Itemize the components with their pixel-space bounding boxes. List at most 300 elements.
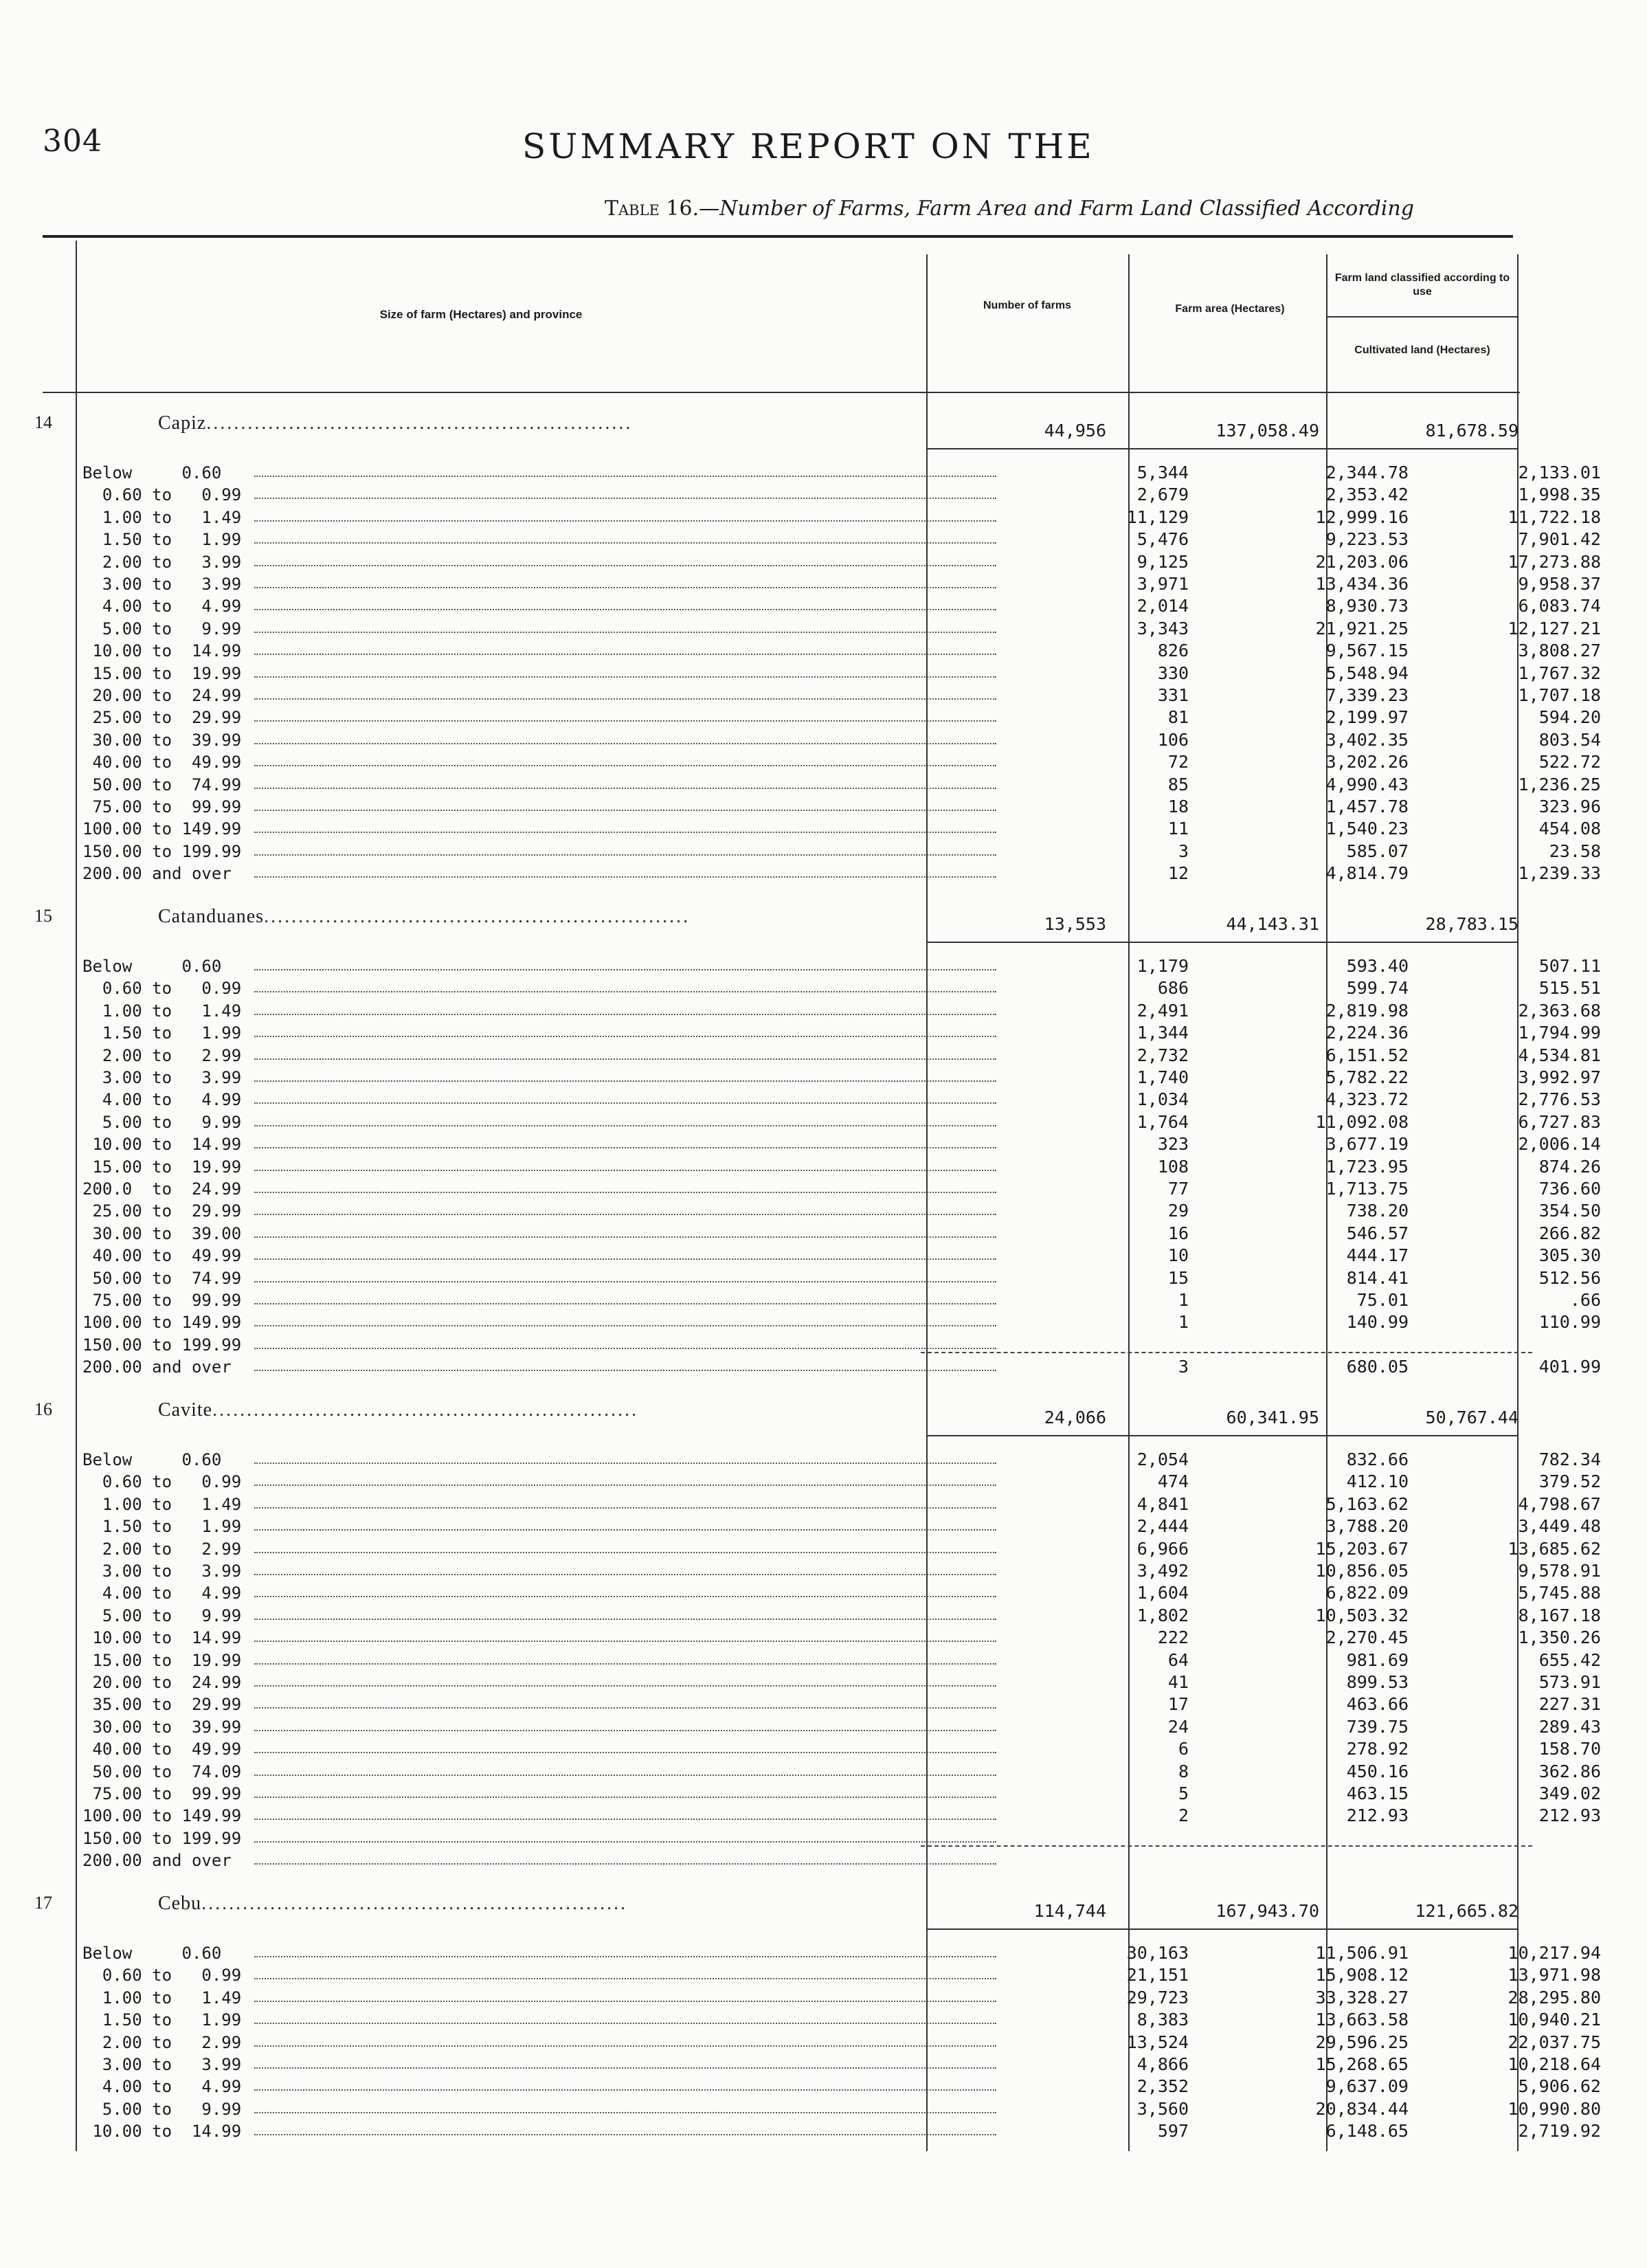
number-of-farms: 2 [1178, 1805, 1189, 1826]
number-of-farms: 3 [1178, 1357, 1189, 1377]
cultivated-land: 23.58 [1549, 841, 1601, 861]
cultivated-land: 5,906.62 [1518, 2076, 1601, 2097]
table-row [82, 1849, 1525, 1871]
table-row [82, 1560, 1601, 1582]
size-class-label: Below 0.60 [82, 1944, 222, 1963]
farm-area: 278.92 [1346, 1739, 1409, 1759]
cultivated-land: 1,236.25 [1518, 774, 1601, 794]
leader-dots [254, 476, 996, 477]
size-class-label: 100.00 to 149.99 [82, 819, 242, 839]
farm-area: 13,663.58 [1315, 2010, 1409, 2030]
province-number: 15 [34, 906, 52, 926]
size-class-label: 5.00 to 9.99 [82, 619, 242, 638]
size-class-label: 40.00 to 49.99 [82, 753, 242, 772]
cultivated-land: 9,958.37 [1518, 574, 1601, 594]
cultivated-land: 7,901.42 [1518, 529, 1601, 550]
cultivated-land: 379.52 [1538, 1471, 1601, 1492]
table-caption: —Number of Farms, Farm Area and Farm Land Classified According [699, 197, 1414, 221]
province-name-text: Capiz [158, 412, 207, 434]
table-row [82, 484, 1601, 506]
leader-dots [254, 698, 996, 700]
cultivated-land: .66 [1569, 1290, 1601, 1310]
number-of-farms: 30,163 [1126, 1943, 1189, 1963]
cultivated-land: 11,722.18 [1508, 507, 1601, 527]
leader-dots [254, 1956, 996, 1957]
number-of-farms: 1,740 [1136, 1067, 1189, 1087]
leader-dots [254, 1775, 996, 1776]
header-area: Farm area (Hectares) [1175, 303, 1285, 315]
size-class-label: Below 0.60 [82, 1450, 222, 1469]
size-class-label: 15.00 to 19.99 [82, 1157, 242, 1177]
table-row [82, 1245, 1601, 1267]
cultivated-land: 1,350.26 [1518, 1627, 1601, 1648]
cultivated-land: 10,218.64 [1508, 2054, 1601, 2074]
number-of-farms: 222 [1157, 1627, 1189, 1648]
leader-dots [254, 1730, 996, 1731]
number-of-farms: 12 [1167, 863, 1189, 884]
table-row [82, 1022, 1601, 1044]
farm-area: 212.93 [1346, 1805, 1409, 1826]
table-row [82, 573, 1601, 595]
table-row [82, 551, 1601, 573]
cultivated-land: 8,167.18 [1518, 1605, 1601, 1625]
leader-dots [254, 1863, 996, 1865]
total-area: 60,341.95 [1226, 1408, 1319, 1427]
total-area: 137,058.49 [1215, 421, 1319, 441]
farm-area: 11,092.08 [1315, 1111, 1409, 1132]
cultivated-land: 401.99 [1538, 1357, 1601, 1377]
cultivated-land: 1,707.18 [1518, 685, 1601, 705]
table-row [82, 863, 1601, 885]
size-class-label: 1.50 to 1.99 [82, 530, 242, 550]
number-of-farms: 13,524 [1126, 2032, 1189, 2052]
cultivated-land: 13,971.98 [1508, 1965, 1601, 1986]
size-class-label: 4.00 to 4.99 [82, 2077, 242, 2097]
cultivated-land: 12,127.21 [1508, 618, 1601, 638]
size-class-label: 150.00 to 199.99 [82, 841, 242, 861]
size-class-label: 40.00 to 49.99 [82, 1246, 242, 1266]
number-of-farms: 331 [1157, 685, 1189, 705]
province-name [158, 906, 690, 928]
cultivated-land: 28,295.80 [1508, 1987, 1601, 2008]
number-of-farms: 21,151 [1126, 1965, 1189, 1986]
leader-dots [254, 1325, 996, 1326]
cultivated-land: 573.91 [1538, 1672, 1601, 1692]
cultivated-land: 305.30 [1538, 1245, 1601, 1266]
farm-area: 2,344.78 [1325, 463, 1409, 482]
size-class-label: 25.00 to 29.99 [82, 708, 242, 728]
leader-dots [254, 1752, 996, 1753]
leader-dots [254, 1819, 996, 1820]
total-farms: 44,956 [1044, 421, 1106, 441]
size-class-label: 3.00 to 3.99 [82, 1068, 242, 1087]
leader-dots [254, 2112, 996, 2113]
size-class-label: 200.00 and over [82, 864, 232, 884]
number-of-farms: 6 [1178, 1739, 1189, 1759]
leader-dots [254, 1348, 996, 1349]
cultivated-land: 362.86 [1538, 1761, 1601, 1781]
farm-area: 4,990.43 [1325, 774, 1409, 794]
cultivated-land: 2,363.68 [1518, 1000, 1601, 1021]
table-row [82, 1311, 1601, 1333]
leader-dots [254, 1214, 996, 1215]
size-class-label: 0.60 to 0.99 [82, 485, 242, 505]
number-of-farms: 108 [1157, 1156, 1189, 1177]
number-of-farms: 6,966 [1136, 1538, 1189, 1559]
cultivated-land: 110.99 [1538, 1312, 1601, 1333]
leader-dots [254, 609, 996, 610]
province-name [158, 412, 632, 434]
table-row [82, 751, 1601, 773]
farm-area: 11,506.91 [1315, 1943, 1409, 1963]
table-row [82, 1000, 1601, 1022]
leader-dots [254, 1014, 996, 1015]
table-row [82, 1783, 1601, 1805]
cultivated-land: 3,992.97 [1518, 1067, 1601, 1087]
table-row [82, 1493, 1601, 1515]
table-row [82, 1627, 1601, 1649]
number-of-farms: 2,352 [1136, 2076, 1189, 2097]
leader-dots [254, 1707, 996, 1709]
size-class-label: 100.00 to 149.99 [82, 1806, 242, 1826]
cultivated-land: 22,037.75 [1508, 2032, 1601, 2052]
size-class-label: 150.00 to 199.99 [82, 1335, 242, 1355]
size-class-label: Below 0.60 [82, 463, 222, 482]
size-class-label: 15.00 to 19.99 [82, 1650, 242, 1670]
number-of-farms: 16 [1167, 1223, 1189, 1243]
table-row [82, 818, 1601, 840]
farm-area: 738.20 [1346, 1201, 1409, 1221]
farm-area: 3,202.26 [1325, 752, 1409, 772]
total-farms: 24,066 [1044, 1408, 1106, 1427]
size-class-label: 4.00 to 4.99 [82, 597, 242, 616]
total-rule [928, 942, 1519, 943]
farm-area: 13,434.36 [1315, 574, 1409, 594]
cultivated-land: 1,239.33 [1518, 863, 1601, 884]
cultivated-land: 10,940.21 [1508, 2010, 1601, 2030]
cultivated-land: 17,273.88 [1508, 551, 1601, 572]
leader-dots: .............................................................. [264, 906, 691, 927]
farm-area: 2,353.42 [1325, 485, 1409, 505]
leader-dots [254, 991, 996, 992]
size-class-label: 5.00 to 9.99 [82, 2099, 242, 2119]
cultivated-land: 13,685.62 [1508, 1538, 1601, 1559]
farm-area: 4,323.72 [1325, 1089, 1409, 1110]
size-class-label: 20.00 to 24.99 [82, 686, 242, 705]
table-row [82, 1538, 1601, 1560]
province-number: 17 [34, 1893, 52, 1913]
size-class-label: 4.00 to 4.99 [82, 1090, 242, 1110]
size-class-label: 5.00 to 9.99 [82, 1605, 242, 1625]
cultivated-land: 522.72 [1538, 752, 1601, 772]
leader-dots [254, 498, 996, 499]
size-class-label: 0.60 to 0.99 [82, 979, 242, 999]
leader-dots [254, 1463, 996, 1464]
cultivated-land: 354.50 [1538, 1201, 1601, 1221]
farm-area: 680.05 [1346, 1357, 1409, 1377]
farm-area: 6,822.09 [1325, 1583, 1409, 1603]
cultivated-land: 5,745.88 [1518, 1583, 1601, 1603]
number-of-farms: 106 [1157, 729, 1189, 750]
leader-dots [254, 1303, 996, 1304]
table-row [82, 2054, 1601, 2076]
number-of-farms: 72 [1167, 752, 1189, 772]
leader-dots [254, 542, 996, 544]
size-class-label: 75.00 to 99.99 [82, 1291, 242, 1310]
farm-area: 599.74 [1346, 978, 1409, 999]
table-row [82, 1693, 1601, 1715]
table-row [82, 685, 1601, 707]
cultivated-land: 3,449.48 [1518, 1516, 1601, 1537]
leader-dots [254, 1529, 996, 1531]
size-class-label: 10.00 to 14.99 [82, 1628, 242, 1648]
table-row [82, 618, 1601, 640]
size-class-label: 100.00 to 149.99 [82, 1313, 242, 1333]
number-of-farms: 11 [1167, 819, 1189, 839]
leader-dots [254, 2045, 996, 2047]
table-row [82, 1133, 1601, 1155]
total-cultivated: 50,767.44 [1425, 1408, 1519, 1427]
farm-area: 10,503.32 [1315, 1605, 1409, 1625]
farm-area: 75.01 [1356, 1290, 1409, 1310]
table-row [82, 1045, 1601, 1067]
cultivated-land: 2,719.92 [1518, 2121, 1601, 2142]
farm-area: 2,224.36 [1325, 1023, 1409, 1043]
header-size: Size of farm (Hectares) and province [379, 308, 583, 321]
cultivated-land: 2,133.01 [1518, 463, 1601, 482]
leader-dots [254, 1841, 996, 1843]
farm-area: 29,596.25 [1315, 2032, 1409, 2052]
leader-dots [254, 765, 996, 766]
leader-dots [254, 854, 996, 856]
cultivated-land: 10,990.80 [1508, 2098, 1601, 2119]
leader-dots [254, 1080, 996, 1082]
cultivated-land: 1,794.99 [1518, 1023, 1601, 1043]
size-class-label: 2.00 to 2.99 [82, 1045, 242, 1065]
table-row [82, 1289, 1601, 1311]
cultivated-land: 227.31 [1538, 1694, 1601, 1715]
size-class-label: 3.00 to 3.99 [82, 2055, 242, 2074]
farm-area: 15,908.12 [1315, 1965, 1409, 1986]
leader-dots [254, 832, 996, 833]
cultivated-land: 323.96 [1538, 797, 1601, 816]
farm-area: 444.17 [1346, 1245, 1409, 1266]
total-area: 167,943.70 [1215, 1901, 1319, 1921]
province-name [158, 1893, 627, 1915]
number-of-farms: 29 [1167, 1201, 1189, 1221]
header-group-rule [1326, 316, 1519, 318]
cultivated-land: 782.34 [1538, 1449, 1601, 1469]
farm-area: 739.75 [1346, 1716, 1409, 1737]
leader-dots [254, 1058, 996, 1060]
number-of-farms: 15 [1167, 1267, 1189, 1288]
leader-dots [254, 587, 996, 588]
number-of-farms: 1,604 [1136, 1583, 1189, 1603]
size-class-label: 1.00 to 1.49 [82, 1988, 242, 2008]
province-number: 14 [34, 412, 52, 432]
leader-dots [254, 676, 996, 678]
cultivated-land: 212.93 [1538, 1805, 1601, 1826]
number-of-farms: 17 [1167, 1694, 1189, 1715]
number-of-farms: 5,476 [1136, 529, 1189, 550]
leader-dots [254, 1102, 996, 1104]
farm-area: 1,457.78 [1325, 797, 1409, 816]
leader-dots [254, 654, 996, 655]
number-of-farms: 5 [1178, 1783, 1189, 1803]
leader-dots [254, 1192, 996, 1193]
farm-area: 2,270.45 [1325, 1627, 1409, 1648]
size-class-label: 15.00 to 19.99 [82, 663, 242, 683]
number-of-farms: 3,971 [1136, 574, 1189, 594]
table-row [82, 1156, 1601, 1178]
number-of-farms: 1,034 [1136, 1089, 1189, 1110]
size-class-label: 2.00 to 2.99 [82, 2032, 242, 2052]
leader-dots [254, 520, 996, 522]
table-row [82, 1267, 1601, 1289]
farm-area: 4,814.79 [1325, 863, 1409, 884]
province-name-text: Catanduanes [158, 906, 265, 927]
size-class-label: 50.00 to 74.99 [82, 775, 242, 794]
number-of-farms: 9,125 [1136, 551, 1189, 572]
cultivated-land: 3,808.27 [1518, 641, 1601, 661]
table-title [605, 197, 1414, 221]
cultivated-land: 512.56 [1538, 1267, 1601, 1288]
number-of-farms: 5,344 [1136, 463, 1189, 482]
leader-dots [254, 565, 996, 566]
total-cultivated: 121,665.82 [1415, 1901, 1519, 1921]
table-label: Table 16. [605, 197, 699, 221]
number-of-farms: 4,841 [1136, 1493, 1189, 1514]
size-class-label: 1.50 to 1.99 [82, 1023, 242, 1043]
size-class-label: 2.00 to 2.99 [82, 1539, 242, 1559]
farm-area: 463.66 [1346, 1694, 1409, 1715]
dashed-rule [921, 1352, 1532, 1353]
table-row [82, 595, 1601, 617]
farm-area: 5,163.62 [1325, 1493, 1409, 1514]
province-name [158, 1399, 638, 1421]
cultivated-land: 736.60 [1538, 1179, 1601, 1199]
farm-area: 2,199.97 [1325, 707, 1409, 728]
farm-area: 3,677.19 [1325, 1134, 1409, 1155]
leader-dots [254, 1619, 996, 1620]
number-of-farms: 330 [1157, 663, 1189, 683]
size-class-label: 75.00 to 99.99 [82, 1784, 242, 1803]
cultivated-land: 9,578.91 [1518, 1561, 1601, 1581]
leader-dots [254, 1978, 996, 1979]
size-class-label: 3.00 to 3.99 [82, 1561, 242, 1581]
size-class-label: 0.60 to 0.99 [82, 1472, 242, 1492]
leader-dots [254, 1641, 996, 1642]
farm-area: 8,930.73 [1325, 596, 1409, 616]
table-row [82, 1356, 1601, 1378]
table-row [82, 1805, 1601, 1827]
farm-area: 12,999.16 [1315, 507, 1409, 527]
total-area: 44,143.31 [1226, 914, 1319, 934]
total-farms: 114,744 [1033, 1901, 1106, 1921]
table-row [82, 2120, 1601, 2142]
table-row [82, 1471, 1601, 1493]
number-of-farms: 77 [1167, 1179, 1189, 1199]
number-of-farms: 2,732 [1136, 1045, 1189, 1065]
total-rule [928, 1928, 1519, 1930]
table-row [82, 2076, 1601, 2098]
size-class-label: 1.00 to 1.49 [82, 507, 242, 527]
farm-area: 21,203.06 [1315, 551, 1409, 572]
size-class-label: 2.00 to 3.99 [82, 552, 242, 572]
farm-area: 140.99 [1346, 1312, 1409, 1333]
table-row [82, 1649, 1601, 1671]
farm-area: 3,788.20 [1325, 1516, 1409, 1537]
size-class-label: 3.00 to 3.99 [82, 575, 242, 594]
cultivated-land: 2,776.53 [1518, 1089, 1601, 1110]
total-farms: 13,553 [1044, 914, 1106, 934]
table-row [82, 1605, 1601, 1627]
table-row [82, 1582, 1601, 1604]
leader-dots [254, 2001, 996, 2002]
table-row [82, 2009, 1601, 2031]
leader-dots: .............................................................. [206, 412, 633, 434]
farm-area: 814.41 [1346, 1267, 1409, 1288]
leader-dots [254, 1685, 996, 1687]
table-row [82, 1089, 1601, 1111]
farm-area: 10,856.05 [1315, 1561, 1409, 1581]
number-of-farms: 3 [1178, 841, 1189, 861]
farm-area: 1,713.75 [1325, 1179, 1409, 1199]
leader-dots [254, 1170, 996, 1171]
size-class-label: 35.00 to 29.99 [82, 1695, 242, 1715]
number-of-farms: 826 [1157, 641, 1189, 661]
size-class-label: 200.00 and over [82, 1851, 232, 1871]
leader-dots [254, 1036, 996, 1037]
table-row [82, 1067, 1601, 1089]
number-of-farms: 474 [1157, 1471, 1189, 1492]
leader-dots [254, 1258, 996, 1260]
cultivated-land: 4,798.67 [1518, 1493, 1601, 1514]
size-class-label: 1.00 to 1.49 [82, 1001, 242, 1021]
table-row [82, 1964, 1601, 1986]
table-row [82, 1738, 1601, 1760]
leader-dots [254, 1596, 996, 1597]
header-farms: Number of farms [983, 300, 1072, 311]
number-of-farms: 81 [1167, 707, 1189, 728]
cultivated-land: 266.82 [1538, 1223, 1601, 1243]
total-rule [928, 448, 1519, 449]
size-class-label: 40.00 to 49.99 [82, 1739, 242, 1759]
table-row [82, 2098, 1601, 2120]
number-of-farms: 11,129 [1126, 507, 1189, 527]
number-of-farms: 24 [1167, 1716, 1189, 1737]
leader-dots [254, 2134, 996, 2135]
table-row [82, 663, 1601, 685]
table-row [82, 955, 1601, 977]
cultivated-land: 349.02 [1538, 1783, 1601, 1803]
cultivated-land: 507.11 [1538, 956, 1601, 976]
cultivated-land: 874.26 [1538, 1156, 1601, 1177]
number-of-farms: 2,679 [1136, 485, 1189, 505]
size-class-label: 0.60 to 0.99 [82, 1966, 242, 1986]
running-head: SUMMARY REPORT ON THE [522, 126, 1095, 166]
farm-area: 899.53 [1346, 1672, 1409, 1692]
table-row [82, 462, 1601, 484]
cultivated-land: 803.54 [1538, 729, 1601, 750]
province-number: 16 [34, 1399, 52, 1419]
number-of-farms: 4,866 [1136, 2054, 1189, 2074]
size-class-label: Below 0.60 [82, 957, 222, 976]
leader-dots [254, 1485, 996, 1486]
number-of-farms: 2,444 [1136, 1516, 1189, 1537]
size-class-label: 25.00 to 29.99 [82, 1201, 242, 1221]
cultivated-land: 158.70 [1538, 1739, 1601, 1759]
